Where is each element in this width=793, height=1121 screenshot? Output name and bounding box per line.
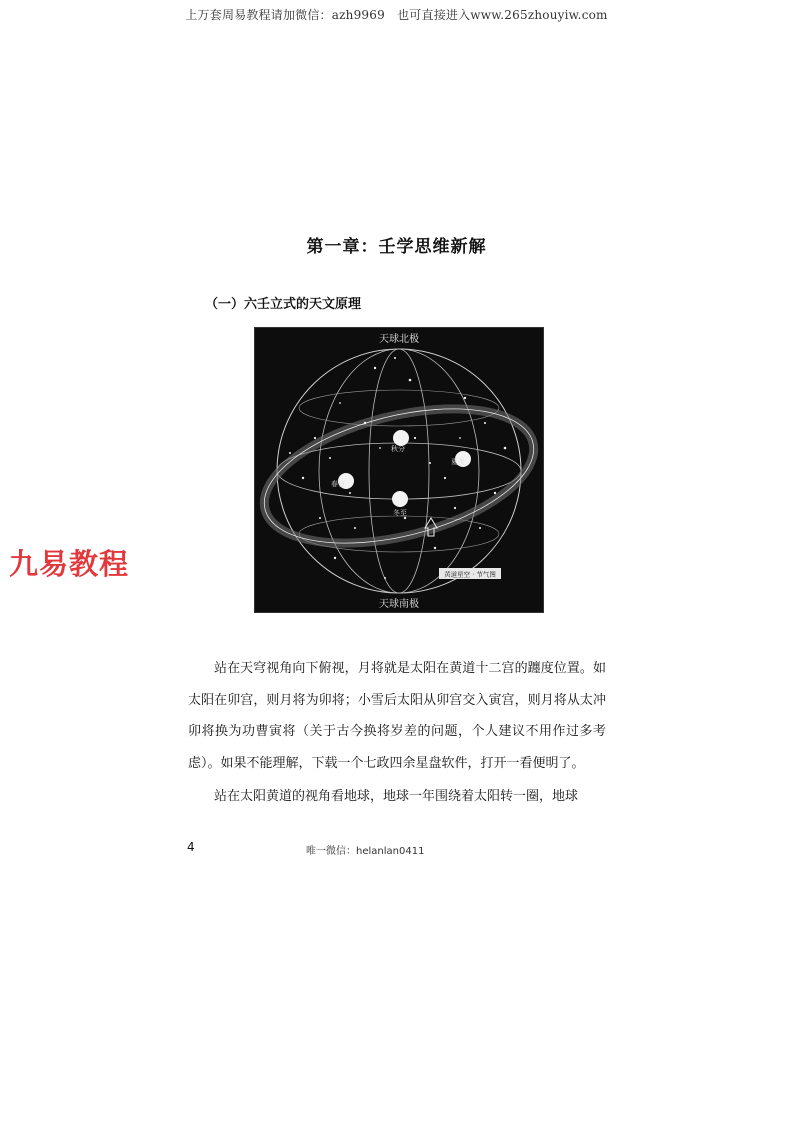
section-title: （一）六壬立式的天文原理 xyxy=(205,297,362,312)
footer-contact: 唯一微信：helanlan0411 xyxy=(306,846,425,857)
south-pole-label: 天球南极 xyxy=(379,599,419,610)
north-pole-label: 天球北极 xyxy=(379,334,419,345)
body-paragraph-2 xyxy=(188,781,606,813)
celestial-sphere-svg xyxy=(255,328,543,612)
celestial-sphere-figure xyxy=(254,327,544,613)
season-label-left: 春分 xyxy=(331,480,345,488)
paragraph-text: 站在天穹视角向下俯视，月将就是太阳在黄道十二宫的躔度位置。如太阳在卯宫，则月将为卯将；小雪后太阳从卯宫交入寅宫，则月将从太冲卯将换为功曹寅将（关于古今换将岁差的问题，个人建议不用作过多考虑）。如果不能理解，下载一个七政四余星盘软件，打开一看便明了。 xyxy=(188,661,606,771)
page-number: 4 xyxy=(187,840,195,854)
caption-box-text: 黄道星空 · 节气图 xyxy=(444,570,496,579)
season-label-right: 夏至 xyxy=(451,458,465,466)
chapter-title: 第一章：壬学思维新解 xyxy=(306,237,487,257)
season-label-lower: 冬至 xyxy=(393,509,407,517)
watermark-logo: 九易教程 xyxy=(9,547,130,581)
body-paragraph-1 xyxy=(188,653,606,779)
page-header: 上万套周易教程请加微信：azh9969 也可直接进入www.265zhouyiw.com xyxy=(185,8,608,22)
season-label-center: 秋分 xyxy=(391,445,405,453)
paragraph-text: 站在太阳黄道的视角看地球，地球一年围绕着太阳转一圈，地球 xyxy=(214,789,579,804)
